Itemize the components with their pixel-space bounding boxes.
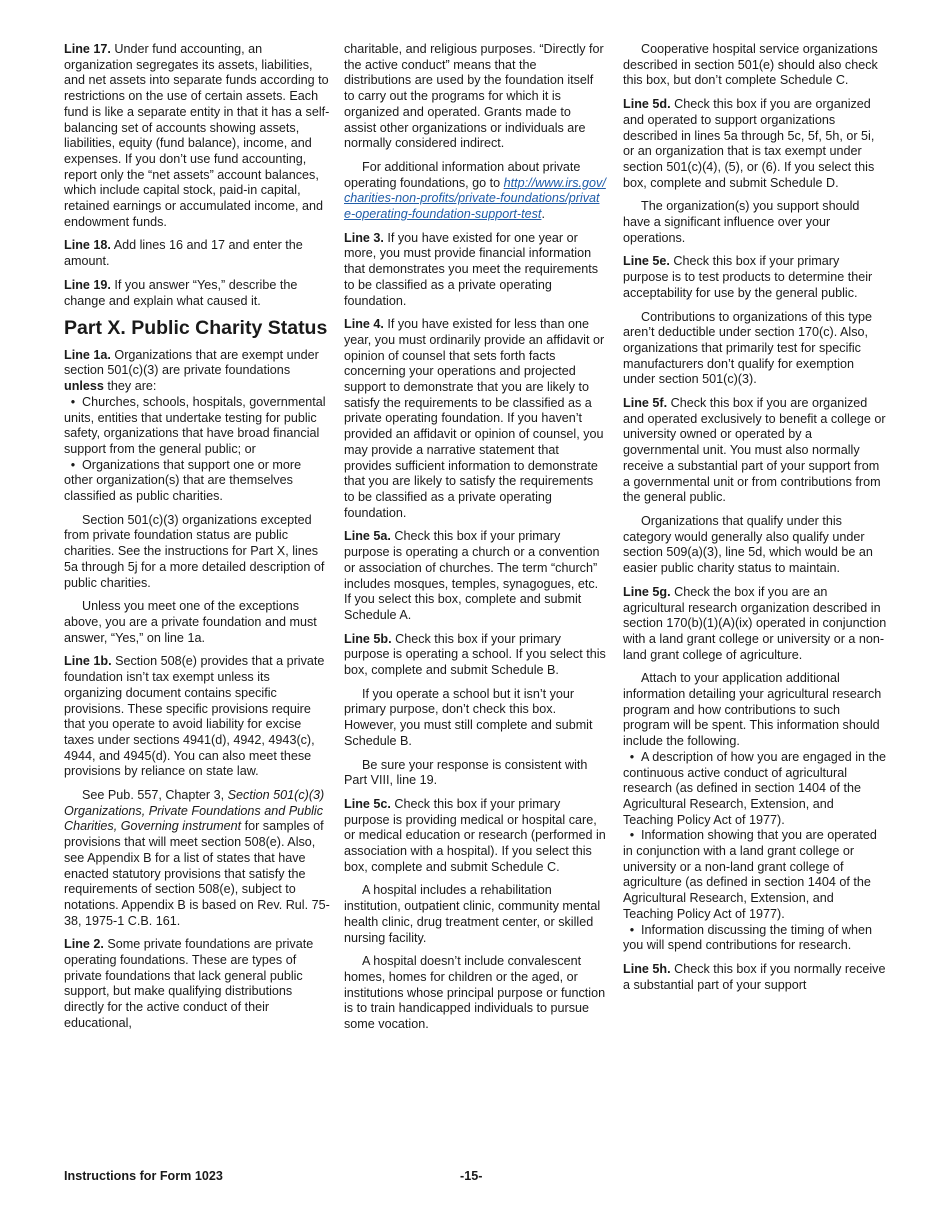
line18-para (64, 238, 330, 269)
pub557-title: Section 501(c)(3) Organizations, Private Foundations and Public Charities, Governing instrument (64, 788, 325, 834)
part-x-heading: Part X. Public Charity Status (64, 317, 328, 340)
line18-text: Add lines 16 and 17 and enter the amount. (64, 238, 303, 269)
line5h-label: Line 5h. (623, 961, 671, 976)
hospital-includes-para: A hospital includes a rehabilitation institution, outpatient clinic, community mental health clinic, drug treatment center, or skilled nursing facility. (344, 883, 601, 945)
list-item: • Churches, schools, hospitals, governmental units, entities that undertake testing for public safety, organizations that have broad financial support from the general public; or (64, 394, 326, 456)
line2-continued: charitable, and religious purposes. “Directly for the active conduct” means that the distributions are used by the foundation itself to carry out the programs for which it is organized and operated. Grants made to assist other organizations or individuals are normally considered indirect. (344, 42, 604, 151)
line5e-para: Line 5e. Check this box if your primary purpose is to test products to determine their acceptability for use by the general public. (623, 254, 873, 300)
school-para: If you operate a school but it isn’t your primary purpose, don’t check this box. However, you must still complete and submit Schedule B. (344, 686, 593, 748)
line17-label: Line 17. (64, 42, 111, 56)
qualify-para: Organizations that qualify under this category would generally also qualify under section 509(a)(3), line 5d, which would be an easier public charity status to maintain. (623, 513, 873, 576)
column-right (623, 42, 887, 1001)
line1a-bullets (64, 395, 330, 505)
list-item: • A description of how you are engaged in the continuous active conduct of agricultural research (as defined in section 1404 of the Agricultural Research, Extension, and Teaching Policy Act of 1977). (623, 749, 887, 827)
line4-para: Line 4. If you have existed for less than one year, you must ordinarily provide an affidavit or opinion of counsel that sets forth facts concerning your operations and projected support to demonstrate that you are likely to satisfy the requirements to be classified as a private operating foundation. If you haven’t provided an affidavit or opinion of counsel, you may provide a narrative statement that provides sufficient information to demonstrate that you are likely to satisfy the requirements to be classified as a private operating foundation. (344, 317, 605, 520)
column-left (64, 42, 330, 1040)
line5d-label: Line 5d. (623, 97, 671, 112)
pub557-para: See Pub. 557, Chapter 3, Section 501(c)(3) Organizations, Private Foundations and Public Charities, Governing instrument for samples of provisions that will meet section 508(e). Also, see Appendix B for a list of states that have enacted statutory provisions that satisfy the requirements of section 508(e), subject to notations. Appendix B is based on Rev. Rul. 75-38, 1975-1 C.B. 161. (64, 788, 330, 928)
line2-text: Some private foundations are private operating foundations. These are types of private foundations that lack general public support, but make qualifying distributions directly for the active conduct of their educational, (64, 937, 314, 1030)
line1a-text-b: they are: (103, 379, 157, 394)
line2-para (64, 937, 330, 1031)
line5a-para: Line 5a. Check this box if your primary purpose is operating a church or a convention or association of churches. The term “church” includes mosques, temples, synagogues, etc. If you select this box, complete and submit Schedule A. (344, 529, 600, 622)
line5e-label: Line 5e. (623, 254, 670, 269)
line5f-para: Line 5f. Check this box if you are organized and operated exclusively to benefit a college or university owned or operated by a governmental unit. You must also normally receive a substantial part of your support from a governmental unit or from contributions from the general public. (623, 396, 886, 505)
attach-para: Attach to your application additional information detailing your agricultural research program and how contributions to such program will be spent. This information should include the following. (623, 671, 882, 749)
line3-para: Line 3. If you have existed for one year or more, you must provide financial information that demonstrates you meet the requirements to be classified as a private operating foundation. (344, 230, 599, 308)
line5b-label: Line 5b. (344, 631, 392, 646)
line17-para (64, 42, 330, 230)
line3-label: Line 3. (344, 230, 384, 245)
line17-text: Under fund accounting, an organization segregates its assets, liabilities, and net assets into separate funds according to restrictions on the use of certain assets. Each fund is like a separate entity in that it has a self-balancing set of accounts showing assets, liabilities, equity (fund balance), income, and expenses. If you don’t use fund accounting, report only the “net assets” account balances, which include capital stock, paid-in capital, retained earnings or accumulated income, and endowment funds. (64, 42, 330, 229)
list-item: • Information discussing the timing of when you will spend contributions for research. (623, 922, 873, 953)
line19-text: If you answer “Yes,” describe the change and explain what caused it. (64, 277, 298, 308)
irs-link[interactable]: http://www.irs.gov/charities-non-profits/private-foundations/private-operating-foundation-support-test (344, 175, 606, 222)
bullet-icon: • (629, 828, 635, 843)
cooperative-para: Cooperative hospital service organizations described in section 501(e) should also check this box, but don’t complete Schedule C. (623, 42, 878, 88)
bullet-icon: • (629, 749, 635, 764)
line1a-para (64, 348, 330, 395)
line5g-para: Line 5g. Check the box if you are an agricultural research organization described in section 170(b)(1)(A)(ix) operated in conjunction with a land grant college or university or a non-land grant college of agriculture. (623, 584, 887, 662)
line1b-text: Section 508(e) provides that a private foundation isn’t tax exempt unless its organizing document contains specific provisions. These specific provisions require that you operate to avoid liability for excise taxes under sections 4941(d), 4942, 4943(c), 4944, and 4945(d). You can also meet these provisions by reliance on state law. (64, 654, 325, 779)
line2-label: Line 2. (64, 937, 104, 952)
section-501c3-para: Section 501(c)(3) organizations excepted from private foundation status are public charities. See the instructions for Part X, lines 5a through 5j for a more detailed description of public charities. (64, 512, 325, 590)
column-middle (344, 42, 606, 1041)
line19-para (64, 278, 330, 309)
line5b-para: Line 5b. Check this box if your primary purpose is operating a school. If you select this box, complete and submit Schedule B. (344, 631, 606, 678)
support-para: The organization(s) you support should have a significant influence over your operations. (623, 199, 860, 245)
bullet-icon: • (70, 394, 76, 409)
line5g-label: Line 5g. (623, 584, 671, 599)
line4-label: Line 4. (344, 317, 384, 332)
line1a-unless: unless (64, 379, 104, 394)
line5a-label: Line 5a. (344, 529, 391, 544)
additional-info-para: For additional information about private operating foundations, go to http://www.irs.gov/charities-non-profits/private-foundations/private-operating-foundation-support-test. (344, 159, 606, 222)
line5c-label: Line 5c. (344, 796, 391, 811)
line19-label: Line 19. (64, 277, 111, 292)
list-item: • Information showing that you are operated in conjunction with a land grant college or university or a non-land grant college of agriculture (as defined in section 1404 of the Agricultural Research, Extension, and Teaching Policy Act of 1977). (623, 828, 877, 921)
line5h-para: Line 5h. Check this box if you normally receive a substantial part of your support (623, 961, 886, 992)
bullet-icon: • (629, 922, 635, 937)
agricultural-bullets (623, 750, 887, 954)
hospital-excludes-para: A hospital doesn’t include convalescent homes, homes for children or the aged, or institutions whose principal purpose or function is to train handicapped individuals to pursue some vocation. (344, 954, 606, 1032)
line1b-para (64, 654, 330, 780)
line5f-label: Line 5f. (623, 396, 668, 411)
unless-para: Unless you meet one of the exceptions above, you are a private foundation and must answer, “Yes,” on line 1a. (64, 599, 317, 645)
page-number: -15- (460, 1169, 483, 1183)
line18-label: Line 18. (64, 238, 111, 253)
line1a-text-a: Organizations that are exempt under section 501(c)(3) are private foundations (64, 347, 319, 378)
list-item: • Organizations that support one or more other organization(s) that are themselves classified as public charities. (64, 457, 302, 504)
line5d-para: Line 5d. Check this box if you are organized and operated to support organizations described in lines 5a through 5c, 5f, 5h, or 5i, or an organization that is tax exempt under section 501(c)(4), (5), or (6). If you select this box, complete and submit Schedule D. (623, 97, 875, 190)
contributions-para: Contributions to organizations of this type aren’t deductible under section 170(c). Also, organizations that primarily test for specific manufacturers don’t qualify for exemption under section 501(c)(3). (623, 309, 873, 387)
consistent-para: Be sure your response is consistent with Part VIII, line 19. (344, 757, 588, 788)
line1b-label: Line 1b. (64, 654, 112, 669)
footer-form-title: Instructions for Form 1023 (64, 1169, 223, 1183)
line1a-label: Line 1a. (64, 347, 111, 362)
bullet-icon: • (70, 457, 76, 472)
line5c-para: Line 5c. Check this box if your primary purpose is providing medical or hospital care, or medical education or research (performed in association with a hospital). If you select this box, complete and submit Schedule C. (344, 796, 606, 874)
